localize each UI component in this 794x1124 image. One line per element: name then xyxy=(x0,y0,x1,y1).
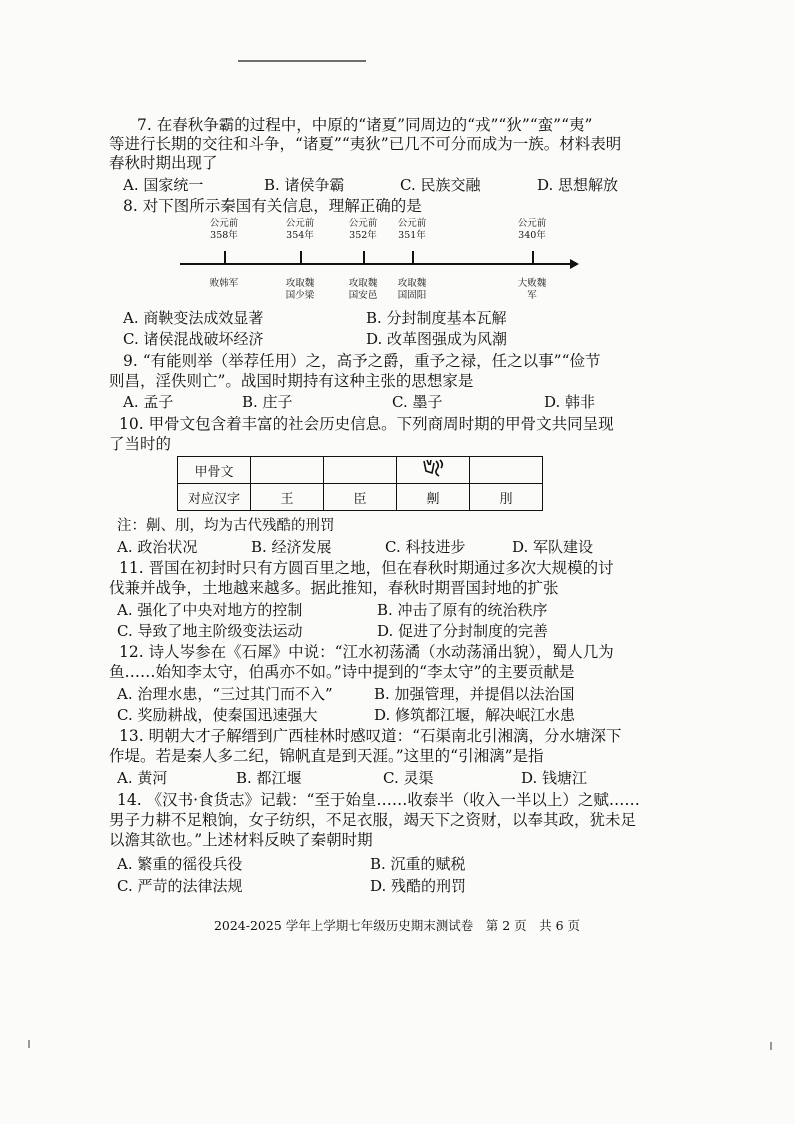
q13-stem-line1: 13. 明朝大才子解缙到广西桂林时感叹道：“石渠南北引湘漓，分水塘深下 xyxy=(119,727,622,745)
q11-option-d: D. 促进了分封制度的完善 xyxy=(377,622,549,640)
q10-option-c: C. 科技进步 xyxy=(385,538,466,556)
q11-option-a: A. 强化了中央对地方的控制 xyxy=(117,601,303,619)
oracle-glyph-cell xyxy=(470,457,543,484)
q10-option-d: D. 军队建设 xyxy=(512,538,594,556)
q12-stem-line1: 12. 诗人岑参在《石犀》中说：“江水初荡潏（水动荡涌出貌），蜀人几为 xyxy=(119,643,614,661)
q7-stem-line2: 等进行长期的交往和斗争，“诸夏”“夷狄”已几不可分而成为一族。材料表明 xyxy=(109,135,622,153)
q11-option-c: C. 导致了地主阶级变法运动 xyxy=(117,622,303,640)
q9-option-b: B. 庄子 xyxy=(242,393,293,411)
q14-option-a: A. 繁重的徭役兵役 xyxy=(117,855,243,873)
timeline-date: 公元前 358年 xyxy=(209,218,239,241)
timeline-tick xyxy=(532,251,534,263)
table-cell-char: 刖 xyxy=(470,484,543,511)
q14-stem-line3: 以澹其欲也。”上述材料反映了秦朝时期 xyxy=(109,831,373,849)
timeline-axis xyxy=(180,263,572,265)
timeline-event: 败韩军 xyxy=(209,278,239,289)
q8-stem: 8. 对下图所示秦国有关信息，理解正确的是 xyxy=(123,197,422,215)
q12-option-a: A. 治理水患，“三过其门而不入” xyxy=(117,685,333,703)
q7-stem-line3: 春秋时期出现了 xyxy=(109,154,218,172)
q7-option-d: D. 思想解放 xyxy=(537,176,619,194)
q13-option-a: A. 黄河 xyxy=(117,769,168,787)
table-header-oracle: 甲骨文 xyxy=(178,457,251,484)
table-row-characters xyxy=(178,484,543,511)
q14-stem-line1: 14. 《汉书·食货志》记载：“至于始皇……收泰半（收入一半以上）之赋…… xyxy=(117,791,640,809)
scan-header-mark xyxy=(238,60,366,62)
oracle-glyph-cell xyxy=(324,457,397,484)
timeline-event: 攻取魏 国安邑 xyxy=(348,278,378,301)
table-cell-char: 臣 xyxy=(324,484,397,511)
timeline-date: 公元前 352年 xyxy=(348,218,378,241)
q14-option-b: B. 沉重的赋税 xyxy=(370,855,466,873)
oracle-glyph-yi-icon xyxy=(418,457,448,479)
q10-option-a: A. 政治状况 xyxy=(117,538,198,556)
oracle-bone-table xyxy=(177,456,543,511)
timeline-event: 大败魏 军 xyxy=(517,278,547,301)
table-header-characters: 对应汉字 xyxy=(178,484,251,511)
q12-option-c: C. 奖励耕战，使秦国迅速强大 xyxy=(117,706,318,724)
q12-option-d: D. 修筑都江堰，解决岷江水患 xyxy=(374,706,576,724)
timeline-tick xyxy=(412,251,414,263)
timeline-tick xyxy=(224,251,226,263)
q7-option-a: A. 国家统一 xyxy=(123,176,204,194)
q10-option-b: B. 经济发展 xyxy=(251,538,332,556)
page-footer: 2024-2025 学年上学期七年级历史期末测试卷 第 2 页 共 6 页 xyxy=(213,918,581,933)
q9-stem-line1: 9. “有能则举（举荐任用）之，高予之爵，重予之禄，任之以事”“俭节 xyxy=(123,352,601,370)
scan-speck xyxy=(770,1042,772,1050)
timeline-tick xyxy=(363,251,365,263)
q8-option-b: B. 分封制度基本瓦解 xyxy=(366,309,507,327)
timeline-arrow xyxy=(570,259,579,269)
oracle-glyph-cell xyxy=(397,457,470,484)
q11-stem-line1: 11. 晋国在初封时只有方圆百里之地，但在春秋时期通过多次大规模的讨 xyxy=(119,559,614,577)
q12-stem-line2: 鱼……始知李太守，伯禹亦不如。”诗中提到的“李太守”的主要贡献是 xyxy=(109,663,575,681)
q13-stem-line2: 作堤。若是秦人多二纪，锦帆直是到天涯。”这里的“引湘漓”是指 xyxy=(109,747,544,765)
timeline-date: 公元前 354年 xyxy=(285,218,315,241)
q7-option-c: C. 民族交融 xyxy=(400,176,481,194)
timeline-date: 公元前 351年 xyxy=(397,218,427,241)
q14-option-c: C. 严苛的法律法规 xyxy=(117,877,243,895)
scan-speck xyxy=(28,1040,30,1048)
q10-note: 注：劓、刖，均为古代残酷的刑罚 xyxy=(117,518,335,534)
q9-stem-line2: 则昌，淫佚则亡”。战国时期持有这种主张的思想家是 xyxy=(109,372,474,390)
q9-option-a: A. 孟子 xyxy=(123,393,174,411)
q14-stem-line2: 男子力耕不足粮饷，女子纺织，不足衣服，竭天下之资财，以奉其政，犹未足 xyxy=(109,811,637,829)
q13-option-c: C. 灵渠 xyxy=(383,769,434,787)
q8-timeline xyxy=(180,218,580,308)
q10-stem-line2: 了当时的 xyxy=(109,435,172,453)
q11-option-b: B. 冲击了原有的统治秩序 xyxy=(377,601,548,619)
q10-stem-line1: 10. 甲骨文包含着丰富的社会历史信息。下列商周时期的甲骨文共同呈现 xyxy=(119,415,614,433)
q11-stem-line2: 伐兼并战争，土地越来越多。据此推知，春秋时期晋国封地的扩张 xyxy=(109,579,559,597)
timeline-date: 公元前 340年 xyxy=(517,218,547,241)
q13-option-b: B. 都江堰 xyxy=(236,769,302,787)
q8-option-d: D. 改革图强成为风潮 xyxy=(366,330,508,348)
timeline-event: 攻取魏 国固阳 xyxy=(397,278,427,301)
timeline-event: 攻取魏 国少梁 xyxy=(285,278,315,301)
q13-option-d: D. 钱塘江 xyxy=(521,769,588,787)
table-cell-char: 劓 xyxy=(397,484,470,511)
oracle-glyph-cell xyxy=(251,457,324,484)
q12-option-b: B. 加强管理，并提倡以法治国 xyxy=(374,685,575,703)
q7-option-b: B. 诸侯争霸 xyxy=(264,176,345,194)
timeline-tick xyxy=(300,251,302,263)
table-row-oracle xyxy=(178,457,543,484)
table-cell-char: 王 xyxy=(251,484,324,511)
q8-option-a: A. 商鞅变法成效显著 xyxy=(123,309,264,327)
q14-option-d: D. 残酷的刑罚 xyxy=(370,877,467,895)
q9-option-c: C. 墨子 xyxy=(392,393,443,411)
q9-option-d: D. 韩非 xyxy=(544,393,596,411)
q8-option-c: C. 诸侯混战破坏经济 xyxy=(123,330,264,348)
q7-stem-line1: 7. 在春秋争霸的过程中，中原的“诸夏”同周边的“戎”“狄”“蛮”“夷” xyxy=(137,116,593,134)
